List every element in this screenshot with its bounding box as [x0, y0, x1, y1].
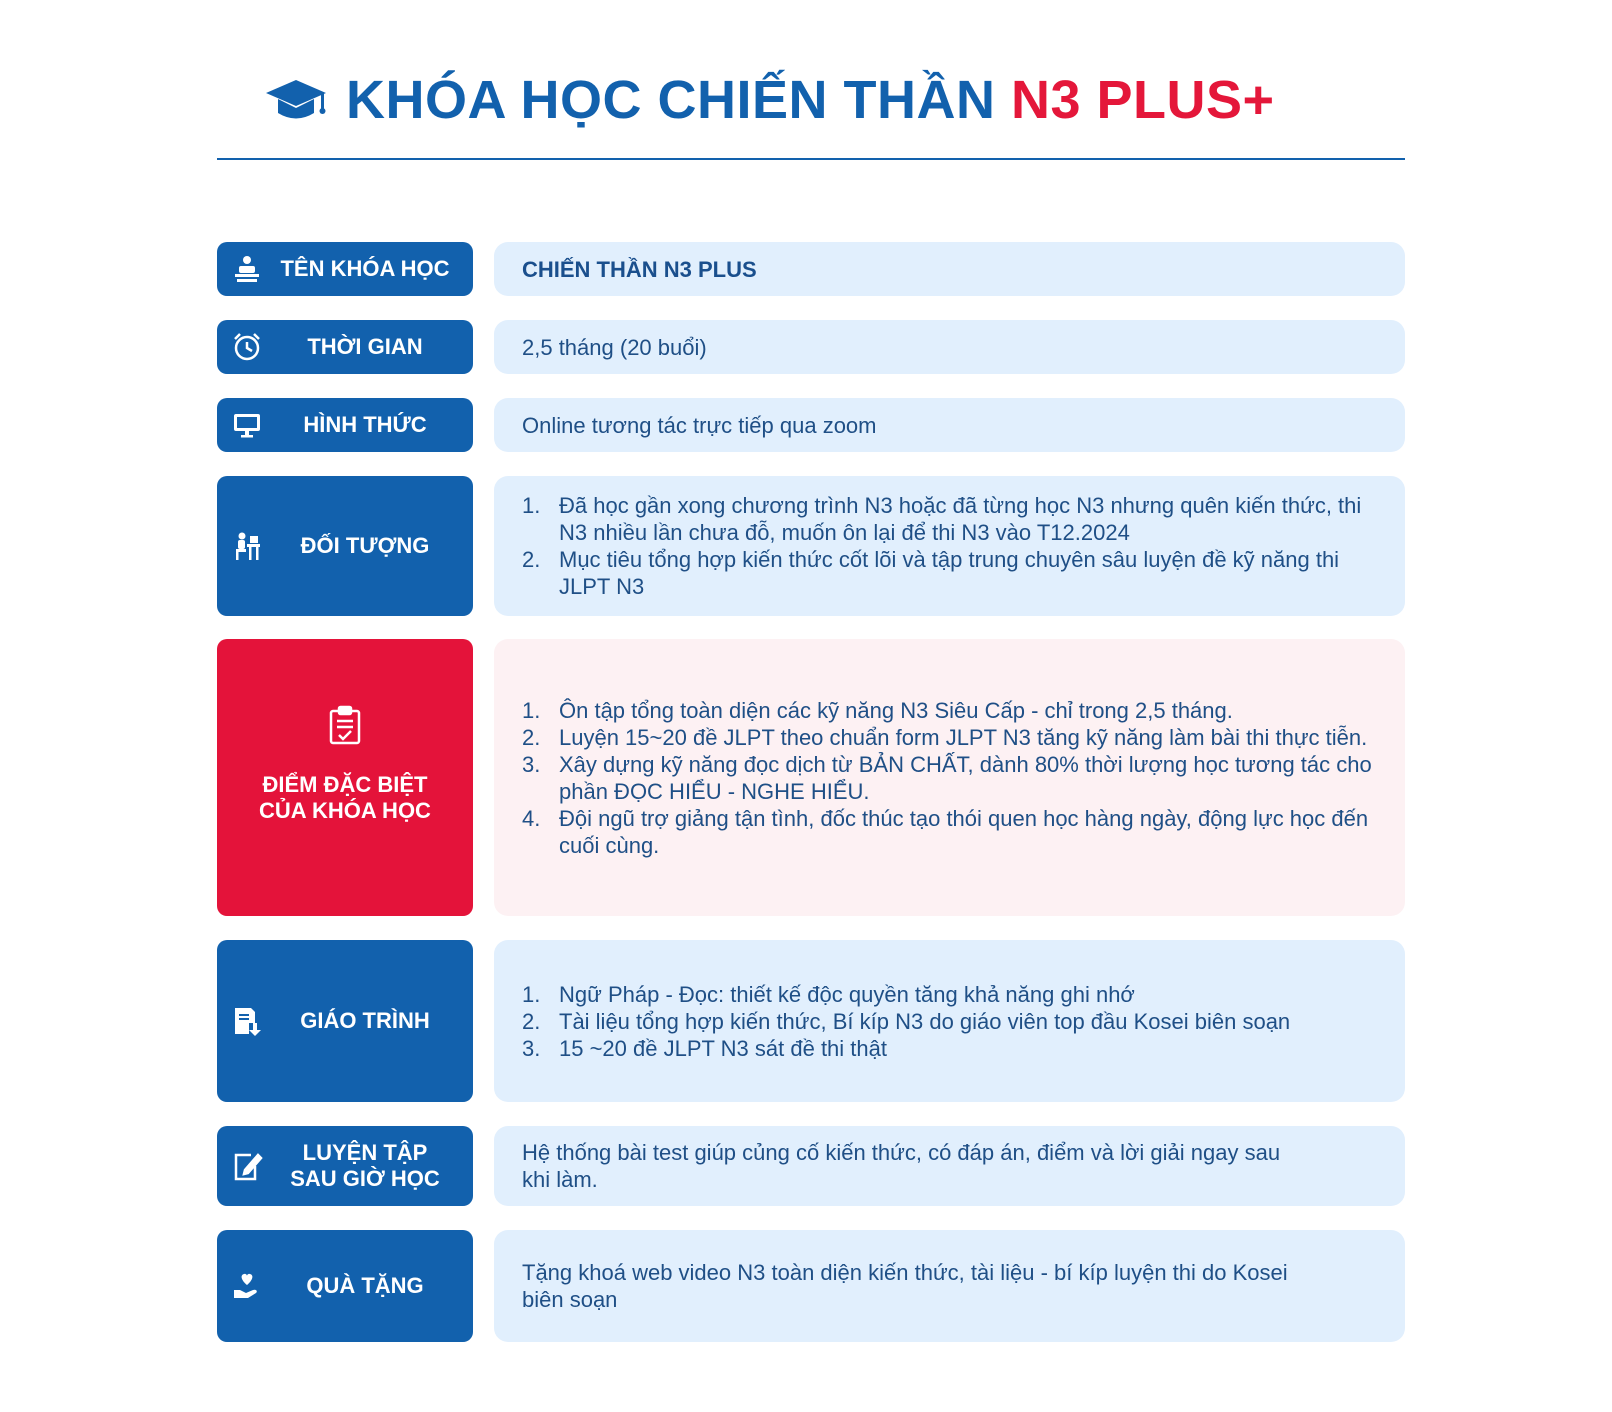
document-download-icon	[231, 1005, 263, 1037]
list-item	[522, 546, 1377, 600]
item-number: 2.	[522, 724, 541, 750]
label-text	[273, 1140, 457, 1192]
item-text: Luyện 15~20 đề JLPT theo chuẩn form JLPT N3 tăng kỹ năng làm bài thi thực tiễn.	[559, 724, 1368, 750]
list-item	[522, 1008, 1290, 1035]
practice-text: Hệ thống bài test giúp củng cố kiến thức, có đáp án, điểm và lời giải ngay sau khi làm.	[522, 1140, 1281, 1192]
graduation-cap-icon	[264, 78, 328, 122]
item-number: 3.	[522, 1035, 541, 1061]
audience-list	[522, 492, 1377, 600]
list-item	[522, 724, 1377, 751]
label-text: GIÁO TRÌNH	[300, 1008, 430, 1033]
label-line-1: ĐIỂM ĐẶC BIỆT	[262, 772, 428, 797]
label-text: HÌNH THỨC	[303, 412, 427, 437]
item-number: 3.	[522, 751, 541, 777]
label-course-name	[217, 242, 473, 296]
item-number: 4.	[522, 805, 541, 831]
label-audience	[217, 476, 473, 616]
value-highlights	[494, 639, 1405, 916]
label-text: QUÀ TẶNG	[306, 1273, 424, 1298]
clipboard-check-icon	[327, 705, 363, 745]
value-format	[494, 398, 1405, 452]
item-number: 1.	[522, 493, 541, 518]
value-practice	[494, 1126, 1405, 1206]
value-duration	[494, 320, 1405, 374]
title-accent: N3 PLUS+	[1011, 70, 1275, 130]
list-item	[522, 1035, 1290, 1062]
label-line-2: SAU GIỜ HỌC	[290, 1166, 440, 1191]
label-gift	[217, 1230, 473, 1342]
label-line-1: LUYỆN TẬP	[302, 1140, 428, 1165]
course-name-text: CHIẾN THẦN N3 PLUS	[522, 256, 757, 282]
item-text: Đã học gần xong chương trình N3 hoặc đã từng học N3 nhưng quên kiến thức, thi N3 nhiều lần chưa đỗ, muốn ôn lại để thi N3 vào T12.2024	[559, 493, 1362, 545]
label-practice	[217, 1126, 473, 1206]
item-number: 2.	[522, 547, 541, 572]
label-line-2: CỦA KHÓA HỌC	[259, 798, 431, 823]
duration-text: 2,5 tháng (20 buổi)	[522, 334, 707, 360]
hand-heart-icon	[231, 1270, 263, 1302]
list-item	[522, 805, 1377, 859]
label-text: ĐỐI TƯỢNG	[300, 533, 430, 558]
materials-list	[522, 981, 1290, 1062]
label-duration	[217, 320, 473, 374]
list-item	[522, 492, 1377, 546]
item-text: Đội ngũ trợ giảng tận tình, đốc thúc tạo thói quen học hàng ngày, động lực học đến cuối cùng.	[559, 805, 1369, 858]
item-text: Ngữ Pháp - Đọc: thiết kế độc quyền tăng khả năng ghi nhớ	[559, 981, 1135, 1007]
value-course-name	[494, 242, 1405, 296]
item-text: Xây dựng kỹ năng đọc dịch từ BẢN CHẤT, dành 80% thời lượng học tương tác cho phần ĐỌC HIỂU - NGHE HIỂU.	[559, 751, 1372, 804]
value-materials	[494, 940, 1405, 1102]
label-highlights	[217, 639, 473, 916]
page-title	[346, 69, 1275, 131]
item-text: Mục tiêu tổng hợp kiến thức cốt lõi và tập trung chuyên sâu luyện đề kỹ năng thi JLPT N3	[559, 547, 1340, 599]
label-format	[217, 398, 473, 452]
item-number: 1.	[522, 697, 541, 723]
header-divider	[217, 158, 1405, 160]
student-desk-icon	[231, 253, 263, 285]
list-item	[522, 751, 1377, 805]
label-text	[217, 772, 473, 824]
highlights-list	[522, 697, 1377, 859]
page-header	[264, 68, 1275, 132]
item-text: Tài liệu tổng hợp kiến thức, Bí kíp N3 do giáo viên top đầu Kosei biên soạn	[559, 1008, 1291, 1034]
gift-text: Tặng khoá web video N3 toàn diện kiến thức, tài liệu - bí kíp luyện thi do Kosei biên soạn	[522, 1260, 1288, 1312]
value-gift	[494, 1230, 1405, 1342]
alarm-clock-icon	[231, 331, 263, 363]
item-number: 1.	[522, 981, 541, 1007]
item-text: Ôn tập tổng toàn diện các kỹ năng N3 Siêu Cấp - chỉ trong 2,5 tháng.	[559, 697, 1233, 723]
label-text: THỜI GIAN	[307, 334, 423, 359]
title-main: KHÓA HỌC CHIẾN THẦN	[346, 70, 1011, 130]
label-materials	[217, 940, 473, 1102]
item-number: 2.	[522, 1008, 541, 1034]
value-audience	[494, 476, 1405, 616]
student-desk-chair-icon	[231, 530, 263, 562]
item-text: 15 ~20 đề JLPT N3 sát đề thi thật	[559, 1035, 887, 1061]
label-text: TÊN KHÓA HỌC	[280, 256, 450, 281]
list-item	[522, 697, 1377, 724]
list-item	[522, 981, 1290, 1008]
format-text: Online tương tác trực tiếp qua zoom	[522, 412, 877, 438]
pencil-note-icon	[231, 1150, 263, 1182]
monitor-icon	[231, 409, 263, 441]
